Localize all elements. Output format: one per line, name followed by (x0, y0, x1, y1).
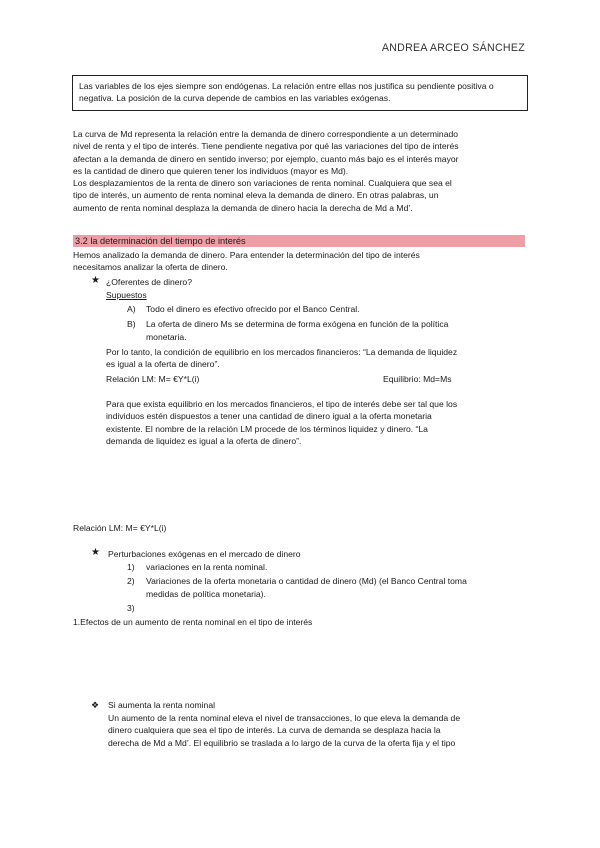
supuesto-text: monetaria. (146, 332, 187, 342)
perturbacion-text: medidas de política monetaria). (146, 589, 266, 599)
intro-line: es la cantidad de dinero que quieren tener los individuos (mayor es Md). (73, 165, 349, 176)
condicion-line: Por lo tanto, la condición de equilibrio en los mercados financieros: “La demanda de liquidez (106, 347, 458, 357)
intro-line: La curva de Md representa la relación entre la demanda de dinero correspondiente a un determinado (73, 129, 459, 139)
condicion-line: es igual a la oferta de dinero”. (106, 359, 220, 370)
paragraph-line: individuos estén dispuestos a tener una cantidad de dinero igual a la oferta monetaria (106, 411, 432, 422)
star-bullet-icon: ★ (91, 275, 100, 286)
condicion-equilibrio (106, 346, 528, 371)
intro-line: aumento de renta nominal desplaza la demanda de dinero hacia la derecha de Md a Md’. (73, 202, 413, 213)
perturbacion-text: Variaciones de la oferta monetaria o cantidad de dinero (Md) (el Banco Central toma (146, 576, 467, 586)
supuesto-text: La oferta de dinero Ms se determina de forma exógena en función de la política (146, 319, 449, 329)
intro-line: nivel de renta y el tipo de interés. Tiene pendiente negativa por qué las variaciones del tipo de interés (73, 141, 459, 152)
section-line: necesitamos analizar la oferta de dinero. (73, 262, 228, 273)
supuesto-text: Todo el dinero es efectivo ofrecido por el Banco Central. (146, 304, 360, 314)
perturbacion-number: 3) (127, 603, 135, 613)
paragraph-line: dinero cualquiera que sea el tipo de interés. La curva de demanda se desplaza hacia la (108, 725, 441, 736)
relacion-lm-2: Relación LM: M= €Y*L(i) (73, 523, 167, 533)
paragraph-line: Un aumento de la renta nominal eleva el nivel de transacciones, lo que eleva la demanda de (108, 713, 461, 723)
intro-line: Los desplazamientos de la renta de dinero son variaciones de renta nominal. Cualquiera que sea el (73, 178, 452, 189)
supuesto-number: B) (127, 319, 136, 329)
paragraph-line: derecha de Md a Md’. El equilibrio se traslada a lo largo de la curva de la oferta fija y el tipo (108, 737, 456, 748)
section-title: 3.2 la determinación del tiempo de interés (75, 236, 246, 246)
author-name: ANDREA ARCEO SÁNCHEZ (381, 42, 525, 54)
equilibrio-paragraph (106, 398, 528, 447)
star-bullet-icon: ★ (91, 547, 100, 558)
note-box (72, 75, 528, 111)
relacion-lm: Relación LM: M= €Y*L(i) (106, 374, 200, 384)
paragraph-line: existente. El nombre de la relación LM procede de los términos liquidez y dinero. “La (106, 423, 428, 434)
equilibrio-formula: Equilibrio: Md=Ms (383, 374, 452, 384)
paragraph-line: demanda de liquidez es igual a la oferta de dinero”. (106, 435, 302, 446)
paragraph-line: Para que exista equilibrio en los mercados financieros, el tipo de interés debe ser tal que los (106, 399, 458, 409)
renta-paragraph (108, 712, 528, 749)
section-line: Hemos analizado la demanda de dinero. Para entender la determinación del tipo de interés (73, 250, 420, 260)
intro-line: tipo de interés, un aumento de renta nominal eleva la demanda de dinero. En otras palabras, un (73, 190, 439, 201)
perturbacion-number: 1) (127, 562, 135, 572)
note-box-text: Las variables de los ejes siempre son endógenas. La relación entre ellas nos justifica su pendiente positiva o negativa. La posición de la curva depende de cambios en las variables exógenas. (79, 81, 494, 104)
section-intro (73, 249, 528, 274)
perturbacion-text: variaciones en la renta nominal. (146, 562, 268, 572)
supuestos-label: Supuestos (106, 290, 147, 300)
perturbaciones-title: Perturbaciones exógenas en el mercado de dinero (108, 549, 301, 559)
intro-line: afectan a la demanda de dinero en sentido inverso; por ejemplo, cuanto más bajo es el interés mayor (73, 153, 459, 164)
perturbacion-number: 2) (127, 576, 135, 586)
supuesto-number: A) (127, 304, 136, 314)
bullet-oferentes: ¿Oferentes de dinero? (106, 277, 192, 287)
renta-bullet: Si aumenta la renta nominal (108, 700, 216, 710)
diamond-bullet-icon: ❖ (91, 700, 100, 710)
intro-paragraphs (73, 128, 528, 214)
efectos-title: 1.Efectos de un aumento de renta nominal en el tipo de interés (73, 617, 313, 627)
